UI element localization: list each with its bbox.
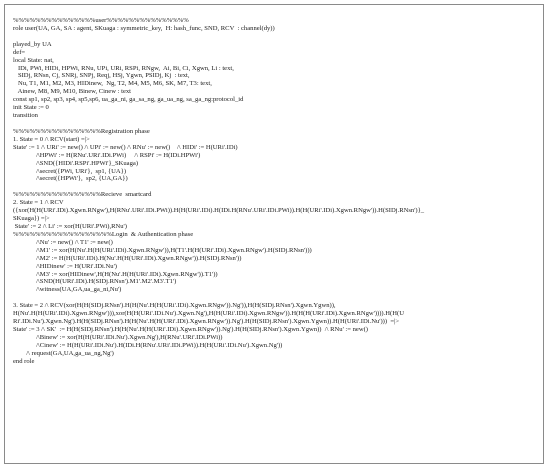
code-line: State' := 1 /\ URi' := new() /\ UPi' := new() /\ RNu' := new() /\ HIDi' := H(URi'.IDi) — [13, 143, 238, 151]
code-line — [13, 294, 547, 302]
code-listing-frame — [4, 4, 544, 464]
code-line: 1. State = 0 /\ RCV(start) =|> — [13, 135, 90, 143]
code-line: 3. State = 2 /\ RCV(xor(H(H(SIDj.RNsn').H(H(Nu'.H(H(URi'.IDi).Xgwn.RNgw')).Ng')),H(H(SIDj.RNsn').Xgwn.Ygwn)), — [13, 302, 336, 310]
code-line: /\HIDinew' := H(URi'.IDi.Nu') — [13, 262, 117, 270]
code-line: SKuaga}) =|> — [13, 215, 50, 223]
code-line: 2. State = 1 /\ RCV — [13, 199, 64, 207]
code-line: Nu, T1, M1, M2, M3, HIDinew, Ng, T2, M4, M5, M6, SK, M7, T3: text, — [13, 80, 212, 88]
code-line: /\Binew' := xor(H(H(URi'.IDi.Nu').Xgwn.Ng'),H(RNu'.URi'.IDi.PWi)) — [13, 333, 223, 341]
code-line: %%%%%%%%%%%%%%%%Recieve smartcard — [13, 191, 152, 199]
code-line — [13, 120, 547, 128]
code-line: const sp1, sp2, sp3, sp4, sp5,sp6, ua_ga_ni, ga_sa_ng, ga_ua_ng, sa_ga_ng:protocol_id — [13, 96, 244, 104]
code-line: /\SND(H(URi'.IDi).H(SIDj.RNsn').M1'.M2'.M3'.T1') — [13, 278, 177, 286]
code-line: /\M1' := xor(H(Nu'.H(H(URi'.IDi).Xgwn.RNgw')),H(T1'.H(H(URi'.IDi).Xgwn.RNgw').H(SIDj.RNsn'))) — [13, 246, 312, 254]
code-line: %%%%%%%%%%%%%%%%%%Login & Authentication phase — [13, 230, 194, 238]
code-line: /\HPWi' := H(RNu'.URi'.IDi.PWi) /\ RSPi' := H(IDi.HPWi') — [13, 151, 201, 159]
code-line: /\ request(GA,UA,ga_ua_ng,Ng') — [13, 349, 114, 357]
code-line — [13, 183, 547, 191]
code-line: Ri'.IDi.Nu').Xgwn.Ng').H(H(SIDj.RNsn').H(H(Nu'.H(H(URi'.IDi).Xgwn.RNgw')).Ng').H(H(SIDj.RNsn').Xgwn.Ygwn)).H(H(URi'.IDi.Nu'))) =|> — [13, 318, 400, 326]
code-line: role user(UA, GA, SA : agent, SKuaga : symmetric_key, H: hash_func, SND, RCV : channel(dy)) — [13, 24, 275, 32]
code-line: /\witness(UA,GA,ua_ga_ni,Nu') — [13, 286, 122, 294]
code-line: local State: nat, — [13, 56, 54, 64]
code-line: IDi, PWi, HIDi, HPWi, RNu, UPi, URi, RSPi, RNgw, Ai, Bi, Ci, Xgwn, Li : text, — [13, 64, 234, 72]
code-line: %%%%%%%%%%%%%%%user%%%%%%%%%%%%%%% — [13, 17, 189, 24]
code-line: init State := 0 — [13, 104, 49, 112]
code-line: %%%%%%%%%%%%%%%%Registration phase — [13, 127, 150, 135]
code-line: State' := 3 /\ SK' := H(H(SIDj.RNsn').H(H(Nu'.H(H(URi'.IDi).Xgwn.RNgw')).Ng').H(H(SIDj.RNsn').Xgwn.Ygwn)) /\ RNu' := new() — [13, 325, 368, 333]
code-line: /\M2' := H(H(URi'.IDi).H(Nu'.H(H(URi'.IDi).Xgwn.RNgw')).H(SIDj.RNsn')) — [13, 254, 242, 262]
code-line: /\M3' := xor(HIDinew',H(H(Nu'.H(H(URi'.IDi).Xgwn.RNgw')).T1')) — [13, 270, 218, 278]
code-line: end role — [13, 357, 35, 365]
code-line: played_by UA — [13, 40, 52, 48]
code-line: Ainew, M8, M9, M10, Binew, Cinew : text — [13, 88, 132, 96]
code-line: /\SND({HIDi'.RSPi'.HPWi'}_SKuaga) — [13, 159, 139, 167]
code-line — [13, 33, 547, 41]
code-line: ({xor(H(H(URi'.IDi).Xgwn.RNgw'),H(RNu'.URi'.IDi.PWi)).H(H(URi'.IDi).H(IDi.H(RNu'.URi'.IDi.PWi)).H(H(URi'.IDi).Xgwn.RNgw')).H(SIDj.RNsn')}_ — [13, 207, 425, 215]
code-line: /\secret({PWi, URi'}, sp1, {UA}) — [13, 167, 127, 175]
hlpsl-role-user-listing — [13, 17, 547, 366]
code-line: /\Nu' := new() /\ T1' := new() — [13, 238, 113, 246]
code-line: SIDj, RNsn, Cj, SNRj, SNPj, Reqj, HSj, Ygwn, PSIDj, Kj : text, — [13, 72, 190, 80]
code-line: /\secret({HPWi'}, sp2, {UA,GA}) — [13, 175, 128, 183]
code-line: transition — [13, 112, 38, 120]
code-line: def= — [13, 48, 26, 56]
code-line: State' := 2 /\ Li' := xor(H(URi'.PWi),RNu') — [13, 222, 127, 230]
code-line: /\Cinew' := H(H(URi'.IDi.Nu').H(IDi.H(RNu'.URi'.IDi.PWi)).H(H(URi'.IDi.Nu').Xgwn.Ng')) — [13, 341, 283, 349]
code-line: H(Nu'.H(H(URi'.IDi).Xgwn.RNgw'))),xor(H(H(URi'.IDi.Nu').Xgwn.Ng'),H(H(URi'.IDi).Xgwn.RNgw')).H(H(H(URi'.IDi).Xgwn.RNgw')))).H(H(U — [13, 310, 404, 318]
